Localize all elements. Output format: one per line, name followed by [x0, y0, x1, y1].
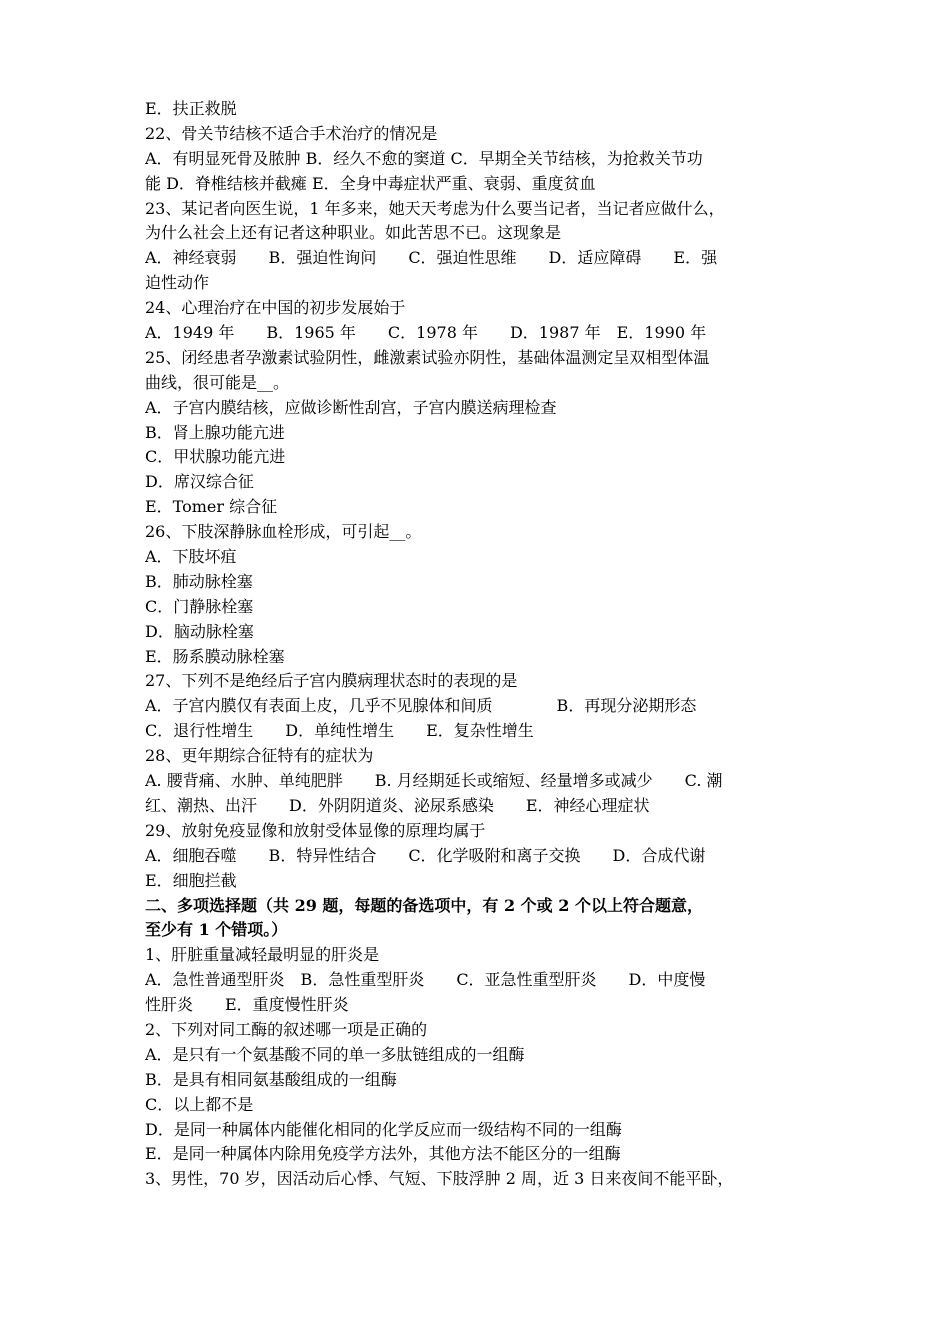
text-line: 26、下肢深静脉血栓形成，可引起__。 — [145, 522, 422, 542]
text-line: B．是具有相同氨基酸组成的一组酶 — [145, 1069, 397, 1089]
text-line: D．是同一种属体内能催化相同的化学反应而一级结构不同的一组酶 — [145, 1119, 622, 1139]
text-line: 29、放射免疫显像和放射受体显像的原理均属于 — [145, 820, 486, 840]
text-line: D．席汉综合征 — [145, 472, 254, 492]
text-line: B．肾上腺功能亢进 — [145, 422, 285, 442]
text-line: A．子宫内膜仅有表面上皮，几乎不见腺体和间质 B．再现分泌期形态 — [145, 696, 697, 716]
text-line: 1、肝脏重量减轻最明显的肝炎是 — [145, 945, 380, 965]
text-line: E．肠系膜动脉栓塞 — [145, 646, 285, 666]
text-line: 迫性动作 — [145, 273, 210, 293]
text-line: A．是只有一个氨基酸不同的单一多肽链组成的一组酶 — [145, 1044, 525, 1064]
text-line: 为什么社会上还有记者这种职业。如此苦思不已。这现象是 — [145, 223, 562, 243]
text-line: 2、下列对同工酶的叙述哪一项是正确的 — [145, 1019, 428, 1039]
text-line: C．以上都不是 — [145, 1094, 254, 1114]
text-line: E．Tomer 综合征 — [145, 497, 278, 517]
text-line: 27、下列不是绝经后子宫内膜病理状态时的表现的是 — [145, 671, 518, 691]
document-page — [145, 97, 810, 1192]
text-line: 23、某记者向医生说，1 年多来，她天天考虑为什么要当记者，当记者应做什么， — [145, 198, 725, 218]
text-line: A．下肢坏疽 — [145, 547, 237, 567]
text-line: A．急性普通型肝炎 B．急性重型肝炎 C．亚急性重型肝炎 D．中度慢 — [145, 970, 706, 990]
text-line: 24、心理治疗在中国的初步发展始于 — [145, 298, 406, 318]
text-line: 能 D．脊椎结核并截瘫 E．全身中毒症状严重、衰弱、重度贫血 — [145, 173, 596, 193]
text-line: 曲线，很可能是__。 — [145, 372, 290, 392]
text-line: C．退行性增生 D．单纯性增生 E．复杂性增生 — [145, 721, 534, 741]
text-line: A．子宫内膜结核，应做诊断性刮宫，子宫内膜送病理检查 — [145, 397, 557, 417]
text-line: 3、男性，70 岁，因活动后心悸、气短、下肢浮肿 2 周，近 3 日来夜间不能平卧， — [145, 1169, 734, 1189]
text-line: 28、更年期综合征特有的症状为 — [145, 746, 374, 766]
text-line: C．门静脉栓塞 — [145, 596, 254, 616]
text-line: 25、闭经患者孕激素试验阴性，雌激素试验亦阴性，基础体温测定呈双相型体温 — [145, 347, 710, 367]
text-line: 22、骨关节结核不适合手术治疗的情况是 — [145, 123, 438, 143]
text-line: C．甲状腺功能亢进 — [145, 447, 286, 467]
text-line: A．有明显死骨及脓肿 B．经久不愈的窦道 C．早期全关节结核，为抢救关节功 — [145, 148, 703, 168]
text-line: E．扶正救脱 — [145, 99, 237, 118]
text-line: 二、多项选择题（共 29 题，每题的备选项中，有 2 个或 2 个以上符合题意， — [145, 895, 703, 915]
text-line: A．神经衰弱 B．强迫性询问 C．强迫性思维 D．适应障碍 E．强 — [145, 248, 718, 268]
text-line: 至少有 1 个错项。） — [145, 920, 288, 940]
text-line: E．细胞拦截 — [145, 870, 237, 890]
text-line: A. 腰背痛、水肿、单纯肥胖 B. 月经期延长或缩短、经量增多或减少 C. 潮 — [145, 771, 723, 791]
text-line: D．脑动脉栓塞 — [145, 621, 254, 641]
text-line: A．细胞吞噬 B．特异性结合 C．化学吸附和离子交换 D．合成代谢 — [145, 845, 706, 865]
text-line: 红、潮热、出汗 D．外阴阴道炎、泌尿系感染 E．神经心理症状 — [145, 795, 650, 815]
text-line: B．肺动脉栓塞 — [145, 571, 253, 591]
text-line: A．1949 年 B．1965 年 C．1978 年 D．1987 年 E．1990 年 — [145, 323, 707, 343]
text-line: 性肝炎 E．重度慢性肝炎 — [145, 995, 349, 1015]
text-line: E．是同一种属体内除用免疫学方法外，其他方法不能区分的一组酶 — [145, 1144, 621, 1164]
